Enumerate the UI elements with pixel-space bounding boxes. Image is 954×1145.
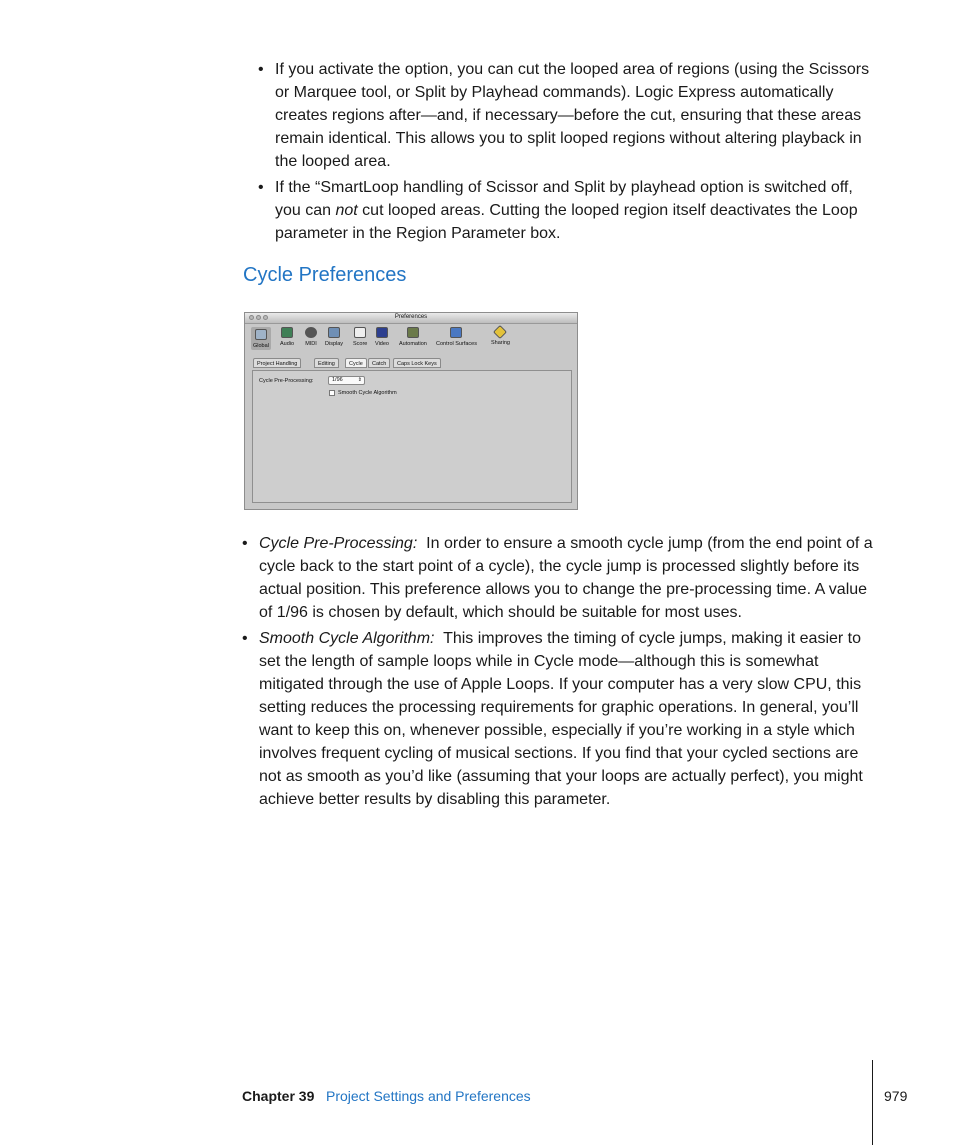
bullet-cycle-preprocessing — [242, 532, 878, 624]
audio-icon — [281, 327, 293, 338]
bullet-marker: • — [258, 61, 264, 78]
toolbar-label: Audio — [280, 341, 295, 347]
bullet-marker: • — [242, 630, 248, 647]
sharing-icon — [493, 325, 507, 339]
cycle-settings-panel — [252, 370, 572, 503]
bullet-emphasis: not — [335, 202, 358, 219]
updown-arrows-icon: ⇕ — [357, 377, 362, 383]
smooth-cycle-checkbox[interactable] — [329, 390, 335, 396]
toolbar-label: MIDI — [305, 341, 317, 347]
toolbar-label: Automation — [399, 341, 427, 347]
bullet-term: Cycle Pre-Processing: — [259, 535, 418, 552]
bullet-marker: • — [258, 179, 264, 196]
cycle-preprocessing-select[interactable] — [328, 376, 365, 385]
tab-cycle[interactable]: Cycle — [345, 358, 367, 368]
toolbar-item-score[interactable] — [353, 327, 367, 347]
window-titlebar — [245, 313, 577, 324]
footer-chapter-title: Project Settings and Preferences — [326, 1088, 531, 1104]
bullet-text: In order to ensure a smooth cycle jump (from the end point of a cycle back to the start point of a cycle), the cycle jump is processed slightly before its actual position. This preference allows you to change the pre-processing time. A value of 1/96 is chosen by default, which should be suitable for most uses. — [259, 535, 873, 621]
preferences-toolbar — [249, 327, 573, 353]
bullet-text-after: cut looped areas. Cutting the looped region itself deactivates the Loop parameter in the Region Parameter box. — [275, 202, 858, 242]
bullet-text: If you activate the option, you can cut the looped area of regions (using the Scissors or Marquee tool, or Split by Playhead commands). Logic Express automatically creates regions after—and, if necessary—before the cut, ensuring that these areas remain identical. This allows you to split looped regions without altering playback in the looped area. — [275, 61, 870, 170]
bullet-smartloop-off — [258, 176, 878, 245]
toolbar-item-display[interactable] — [325, 327, 343, 347]
bullet-text: This improves the timing of cycle jumps, making it easier to set the length of sample loops while in Cycle mode—although this is somewhat mitigated through the use of Apple Loops. If your computer has a very slow CPU, this setting reduces the processing requirements for graphic operations. In general, you’ll want to keep this on, whenever possible, especially if you’re working in a style which involves frequent cycling of musical sections. If you find that your cycled sections are not as smooth as you’d like (assuming that your loops are actually perfect), you might achieve better results by disabling this parameter. — [259, 630, 863, 808]
bullet-smooth-cycle — [242, 627, 878, 811]
toolbar-item-global[interactable] — [251, 327, 271, 350]
tab-editing[interactable]: Editing — [314, 358, 339, 368]
toolbar-item-automation[interactable] — [399, 327, 427, 347]
window-title: Preferences — [394, 314, 428, 320]
page-number: 979 — [884, 1088, 908, 1104]
tab-project-handling[interactable]: Project Handling — [253, 358, 301, 368]
bullet-term: Smooth Cycle Algorithm: — [259, 630, 435, 647]
bullet-text-before: If the “SmartLoop handling of Scissor and Split by playhead option is switched off, you can — [275, 179, 853, 219]
tab-catch[interactable]: Catch — [368, 358, 390, 368]
section-heading: Cycle Preferences — [243, 264, 407, 286]
smooth-cycle-label: Smooth Cycle Algorithm — [338, 390, 397, 396]
display-icon — [328, 327, 340, 338]
toolbar-item-video[interactable] — [375, 327, 389, 347]
footer-divider — [872, 1060, 873, 1145]
toolbar-label: Control Surfaces — [436, 341, 477, 347]
toolbar-label: Score — [353, 341, 368, 347]
global-icon — [255, 329, 267, 340]
toolbar-label: Video — [375, 341, 389, 347]
midi-icon — [305, 327, 317, 338]
toolbar-item-audio[interactable] — [280, 327, 294, 347]
toolbar-item-midi[interactable] — [305, 327, 317, 347]
tab-caps-lock-keys[interactable]: Caps Lock Keys — [393, 358, 441, 368]
score-icon — [354, 327, 366, 338]
preferences-window-screenshot — [244, 312, 578, 510]
toolbar-item-control-surfaces[interactable] — [436, 327, 477, 347]
control-surfaces-icon — [450, 327, 462, 338]
footer-chapter: Chapter 39 — [242, 1088, 315, 1104]
cycle-preprocessing-label: Cycle Pre-Processing: — [259, 378, 314, 384]
toolbar-label: Display — [325, 341, 344, 347]
cycle-preprocessing-value: 1/96 — [332, 377, 343, 383]
top-bullet-list — [258, 58, 878, 248]
bottom-bullet-list — [242, 532, 878, 814]
toolbar-label: Global — [253, 343, 269, 349]
toolbar-label: Sharing — [491, 340, 510, 346]
toolbar-item-sharing[interactable] — [491, 327, 510, 346]
bullet-smartloop-on — [258, 58, 878, 173]
video-icon — [376, 327, 388, 338]
automation-icon — [407, 327, 419, 338]
bullet-marker: • — [242, 535, 248, 552]
